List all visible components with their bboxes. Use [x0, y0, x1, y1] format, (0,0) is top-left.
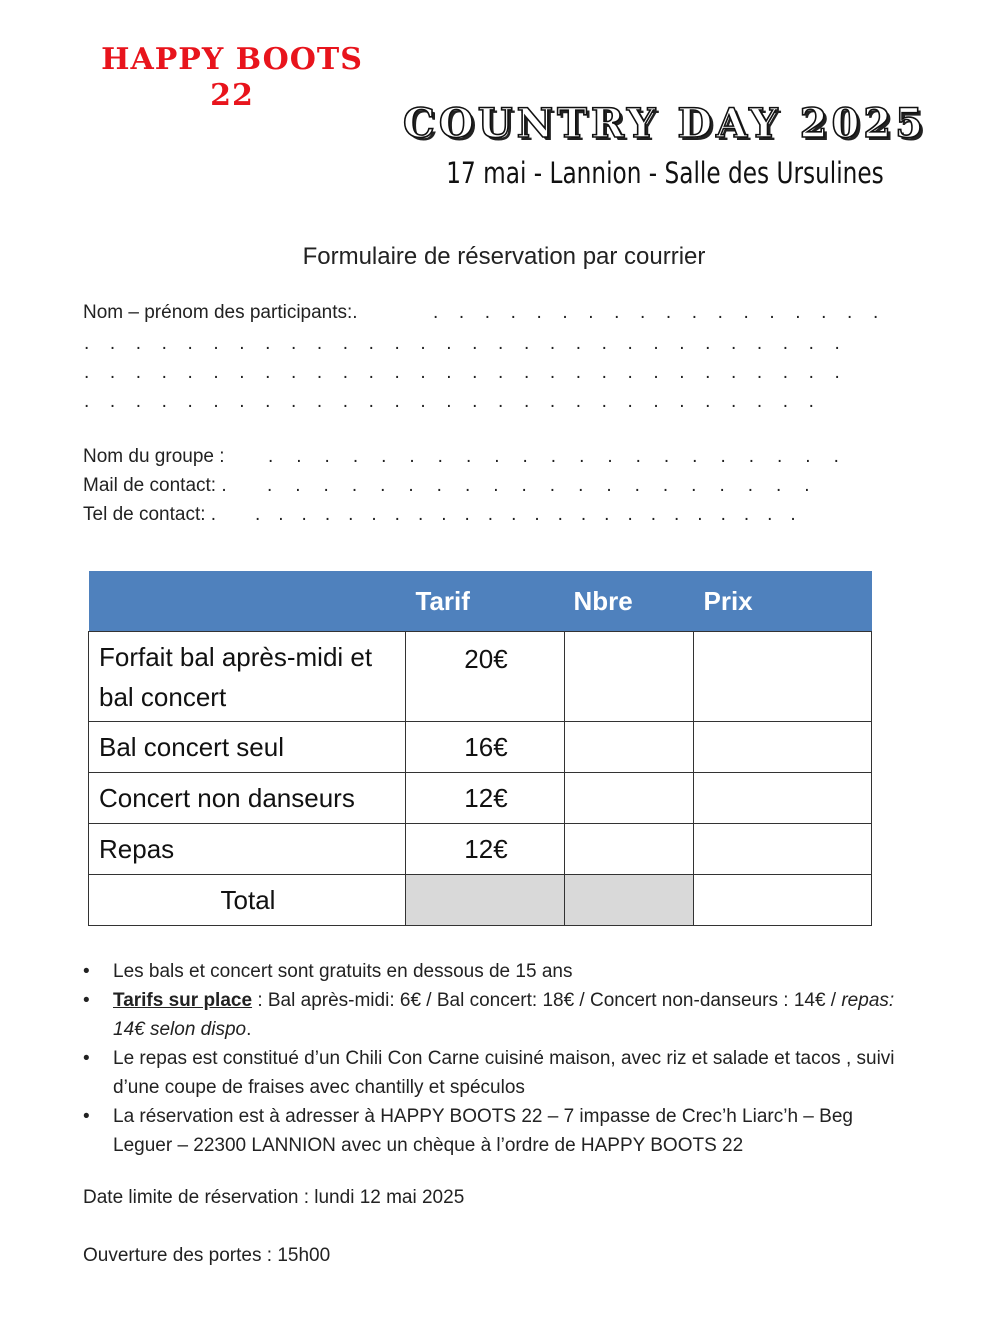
table-row: [89, 773, 872, 824]
pricing-table: [88, 571, 872, 926]
row-nbre-cell[interactable]: [565, 773, 694, 824]
row-label: Forfait bal après-midi et bal concert: [89, 632, 406, 722]
list-item: [83, 1044, 913, 1102]
event-title: COUNTRY DAY 2025: [403, 100, 927, 147]
total-tarif-cell: [406, 875, 565, 926]
participants-label: Nom – prénom des participants:.: [83, 302, 358, 323]
note-text-end: .: [246, 1019, 252, 1040]
table-header-row: [89, 571, 872, 632]
list-item: [83, 1102, 913, 1160]
mail-dots: ....................: [267, 475, 833, 496]
note-text: Les bals et concert sont gratuits en dessous de 15 ans: [113, 961, 573, 982]
list-item: [83, 957, 913, 986]
row-tarif: 20€: [406, 632, 565, 722]
table-row: [89, 722, 872, 773]
row-nbre-cell[interactable]: [565, 824, 694, 875]
deadline-text: Date limite de réservation : lundi 12 mai 2025: [83, 1187, 465, 1208]
mail-label: Mail de contact: .: [83, 475, 227, 496]
bullet-icon: •: [83, 1106, 90, 1127]
row-tarif: 12€: [406, 824, 565, 875]
note-text: La réservation est à adresser à HAPPY BOOTS 22 – 7 impasse de Crec’h Liarc’h – Beg Leguer – 22300 LANNION avec un chèque à l’ordre de HAPPY BOOTS 22: [113, 1106, 853, 1156]
row-prix-cell[interactable]: [694, 773, 872, 824]
row-nbre-cell[interactable]: [565, 722, 694, 773]
header-nbre: Nbre: [565, 571, 694, 632]
doors-open-text: Ouverture des portes : 15h00: [83, 1245, 331, 1266]
participants-dots-4: .............................: [84, 391, 835, 412]
row-label: Bal concert seul: [89, 722, 406, 773]
table-row: [89, 632, 872, 722]
note-text: Le repas est constitué d’un Chili Con Carne cuisiné maison, avec riz et salade et tacos , suivi d’une coupe de fraises avec chantilly et spéculos: [113, 1048, 895, 1098]
note-bold-label: Tarifs sur place: [113, 990, 253, 1011]
note-italic-text: repas: 14€ selon dispo: [113, 990, 895, 1040]
note-text: : Bal après-midi: 6€ / Bal concert: 18€ / Concert non-danseurs : 14€ /: [252, 990, 842, 1011]
row-tarif: 16€: [406, 722, 565, 773]
notes-list: [83, 957, 913, 1160]
total-label: Total: [89, 875, 406, 926]
table-row: [89, 824, 872, 875]
total-nbre-cell: [565, 875, 694, 926]
participants-dots-2: ..............................: [84, 333, 861, 354]
bullet-icon: •: [83, 961, 90, 982]
group-dots: .....................: [268, 446, 862, 467]
event-subtitle: 17 mai - Lannion - Salle des Ursulines: [446, 156, 884, 190]
row-label: Repas: [89, 824, 406, 875]
row-prix-cell[interactable]: [694, 722, 872, 773]
tel-dots: ........................: [255, 504, 814, 525]
header-prix: Prix: [694, 571, 872, 632]
bullet-icon: •: [83, 1048, 90, 1069]
group-label: Nom du groupe :: [83, 446, 225, 467]
total-row: [89, 875, 872, 926]
list-item: [83, 986, 913, 1044]
header-label-cell: [89, 571, 406, 632]
club-number: 22: [210, 78, 254, 113]
participants-dots-1: ..................: [433, 302, 899, 323]
club-logo-text: [82, 42, 382, 114]
total-prix-cell[interactable]: [694, 875, 872, 926]
row-tarif: 12€: [406, 773, 565, 824]
header-tarif: Tarif: [406, 571, 565, 632]
row-prix-cell[interactable]: [694, 824, 872, 875]
tel-label: Tel de contact: .: [83, 504, 217, 525]
club-name: HAPPY BOOTS: [101, 42, 363, 77]
row-nbre-cell[interactable]: [565, 632, 694, 722]
row-prix-cell[interactable]: [694, 632, 872, 722]
form-heading: Formulaire de réservation par courrier: [302, 243, 706, 270]
row-label: Concert non danseurs: [89, 773, 406, 824]
participants-dots-3: ..............................: [84, 362, 861, 383]
bullet-icon: •: [83, 990, 90, 1011]
